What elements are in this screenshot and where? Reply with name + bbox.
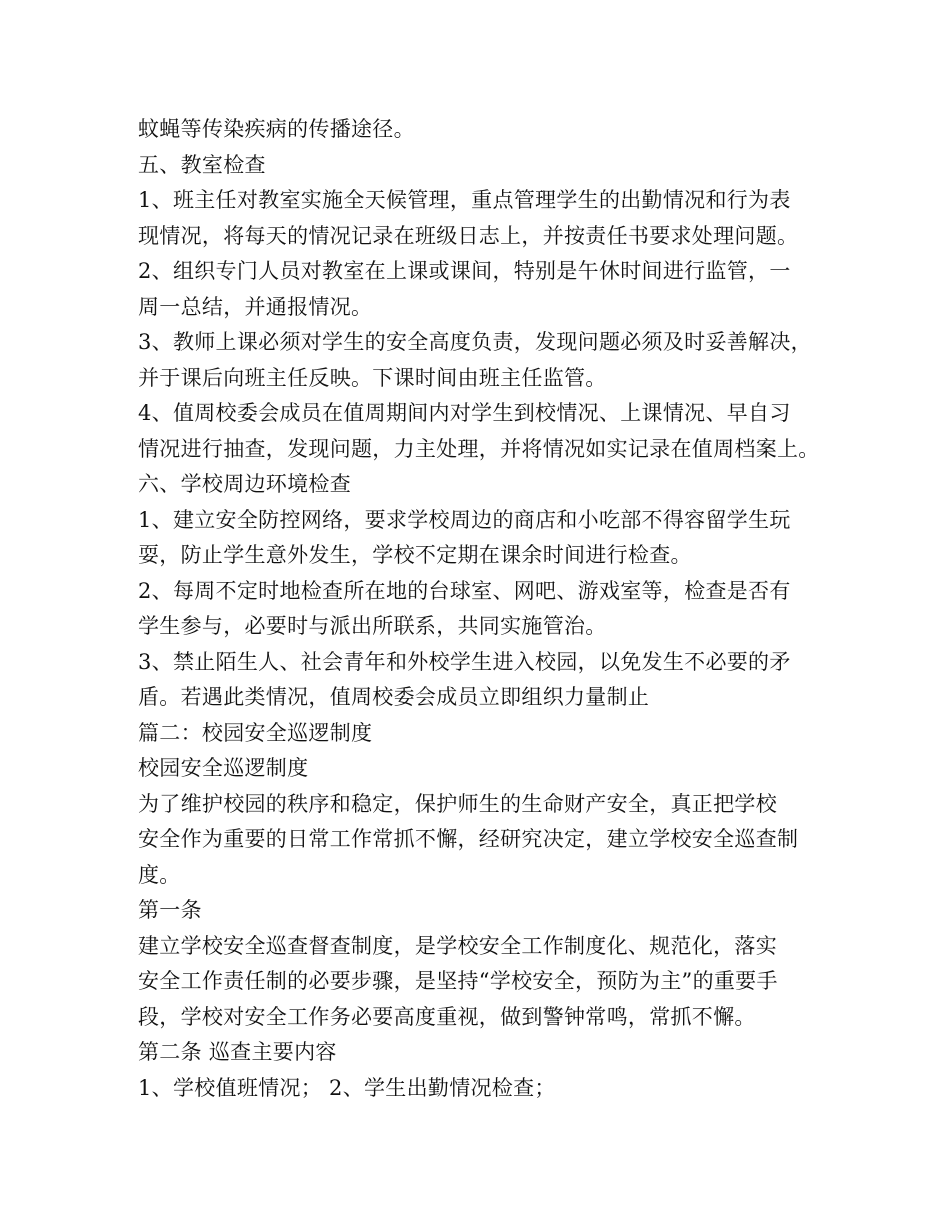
text-line: 2、组织专门人员对教室在上课或课间，特别是午休时间进行监管，一 (138, 259, 791, 283)
document-body (138, 112, 838, 1106)
chapter-heading: 篇二：校园安全巡逻制度 (138, 720, 373, 745)
text-line: 安全工作责任制的必要步骤，是坚持“学校安全，预防为主”的重要手 (138, 969, 778, 993)
text-line: 1、建立安全防控网络，要求学校周边的商店和小吃部不得容留学生玩 (138, 507, 791, 532)
article-heading: 第二条 巡查主要内容 (138, 1040, 337, 1064)
text-line: 4、值周校委会成员在值周期间内对学生到校情况、上课情况、早自习 (138, 401, 791, 425)
text-line: 建立学校安全巡查督查制度，是学校安全工作制度化、规范化，落实 (138, 933, 777, 958)
text-line: 安全作为重要的日常工作常抓不懈，经研究决定，建立学校安全巡查制 (138, 827, 799, 851)
text-line: 1、班主任对教室实施全天候管理，重点管理学生的出勤情况和行为表 (138, 188, 791, 212)
text-line: 盾。若遇此类情况，值周校委会成员立即组织力量制止 (138, 685, 650, 709)
document-title: 校园安全巡逻制度 (138, 756, 309, 780)
text-line: 2、每周不定时地检查所在地的台球室、网吧、游戏室等，检查是否有 (138, 578, 791, 603)
article-heading: 第一条 (138, 898, 202, 922)
text-line: 3、禁止陌生人、社会青年和外校学生进入校园，以免发生不必要的矛 (138, 649, 791, 674)
text-line: 学生参与，必要时与派出所联系，共同实施管治。 (138, 614, 607, 638)
text-line: 情况进行抽查，发现问题，力主处理，并将情况如实记录在值周档案上。 (138, 436, 820, 461)
text-line: 段，学校对安全工作务必要高度重视，做到警钟常鸣，常抓不懈。 (138, 1004, 756, 1029)
text-line: 现情况，将每天的情况记录在班级日志上，并按责任书要求处理问题。 (138, 223, 799, 248)
section-heading: 六、学校周边环境检查 (138, 472, 351, 496)
text-line: 3、教师上课必须对学生的安全高度负责，发现问题必须及时妥善解决， (138, 330, 812, 354)
text-line: 度。 (138, 862, 181, 887)
text-line: 1、学校值班情况； 2、学生出勤情况检查； (138, 1075, 556, 1100)
text-line: 并于课后向班主任反映。下课时间由班主任监管。 (138, 365, 607, 390)
text-line: 周一总结，并通报情况。 (138, 294, 373, 319)
section-heading: 五、教室检查 (138, 152, 266, 177)
text-line: 蚊蝇等传染疾病的传播途径。 (138, 117, 415, 141)
text-line: 为了维护校园的秩序和稳定，保护师生的生命财产安全，真正把学校 (138, 791, 777, 816)
text-line: 耍，防止学生意外发生，学校不定期在课余时间进行检查。 (138, 543, 692, 567)
